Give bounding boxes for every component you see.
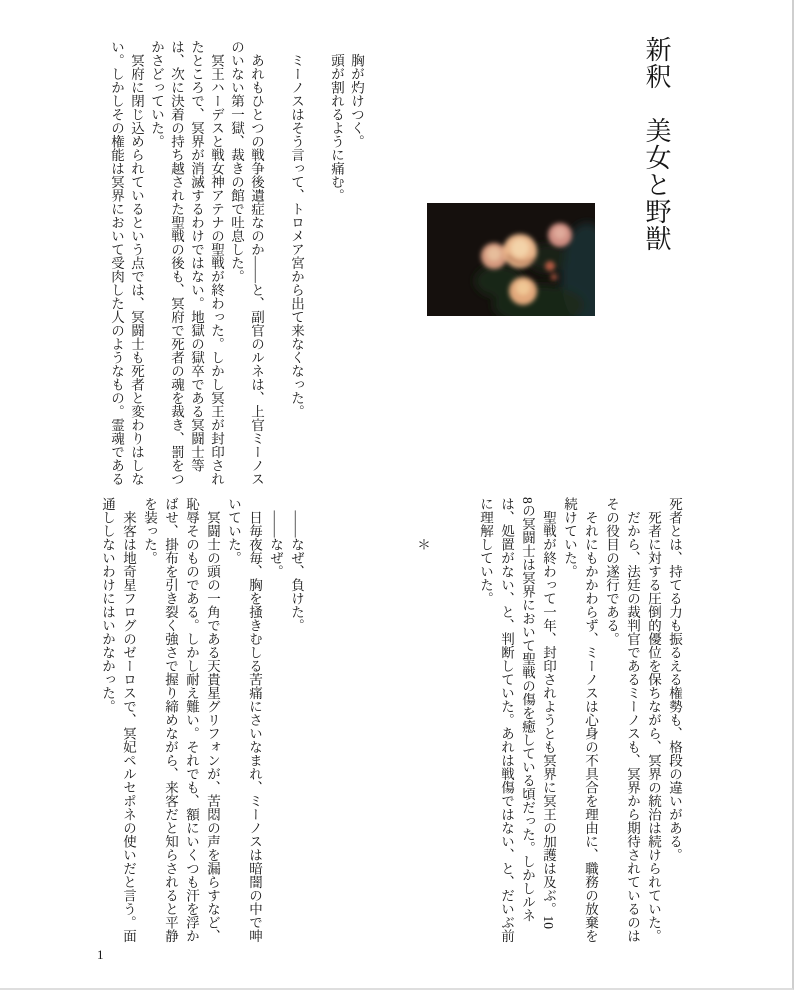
rose-top-right-highlight bbox=[554, 227, 566, 239]
rose-left-highlight bbox=[487, 247, 501, 261]
text-column: だから、法廷の裁判官であるミーノスも、冥界から期待されているのは bbox=[625, 497, 640, 943]
text-column: 恥辱そのものである。しかし耐え難い。それでも、額にいくつも汗を浮か bbox=[184, 497, 199, 943]
text-column-blank bbox=[433, 497, 454, 943]
text-column: 頭が割れるように痛む。 bbox=[329, 40, 344, 202]
text-column: 来客は地奇星フログのゼーロスで、冥妃ペルセポネの使いだと言う。面 bbox=[121, 497, 136, 943]
text-column: を装った。 bbox=[142, 497, 157, 565]
text-column: 日毎夜毎、胸を掻きむしる苦痛にさいなまれ、ミーノスは暗闇の中で呻 bbox=[247, 497, 262, 943]
text-column: ミーノスはそう言って、トロメア宮から出て来なくなった。 bbox=[289, 40, 304, 418]
text-column: ――なぜ、負けた。 bbox=[289, 497, 304, 632]
text-column: いていた。 bbox=[226, 497, 241, 565]
rose-bud-small bbox=[551, 274, 558, 281]
text-column: 胸が灼けつく。 bbox=[349, 40, 364, 148]
text-column: それにもかかわらず、ミーノスは心身の不具合を理由に、職務の放棄を bbox=[583, 497, 598, 943]
rose-bottom-highlight bbox=[516, 281, 530, 295]
text-column: 死者とは、持てる力も振るえる権勢も、格段の違いがある。 bbox=[667, 497, 682, 862]
rose-bud bbox=[545, 261, 555, 271]
text-column-blank bbox=[391, 497, 412, 943]
text-column: かさどっていた。 bbox=[149, 40, 164, 148]
text-column: 死者に対する圧倒的優位を保ちながら、冥界の統治は続けられていた。 bbox=[646, 497, 661, 943]
page-number: 1 bbox=[97, 947, 104, 962]
text-column: ――なぜ。 bbox=[268, 497, 283, 578]
section-separator: ＊ bbox=[415, 497, 430, 551]
text-column: 聖戦が終わって一年、封印されようとも冥界に冥王の加護は及ぶ。10 bbox=[541, 497, 556, 929]
roses-photo bbox=[427, 203, 595, 316]
text-column-blank bbox=[266, 40, 286, 476]
text-column-blank bbox=[370, 497, 391, 943]
text-column: い。しかしその権能は冥界において受肉した人のようなもの。霊魂である bbox=[109, 40, 124, 486]
text-column: ばせ、掛布を引き裂く強さで握り締めながら、来客だと知らされると平静 bbox=[163, 497, 178, 943]
text-column: 冥府に閉じ込められているという点では、冥闘士も死者と変わりはしな bbox=[129, 40, 144, 486]
text-column: 通ししないわけにはいかなかった。 bbox=[100, 497, 115, 713]
text-column: その役目の遂行である。 bbox=[604, 497, 619, 646]
text-column-blank bbox=[306, 40, 326, 476]
rose-main-highlight bbox=[511, 239, 529, 257]
text-band-bottom bbox=[97, 497, 685, 943]
text-band-top bbox=[106, 40, 366, 486]
text-column-blank bbox=[349, 497, 370, 943]
text-column-blank bbox=[307, 497, 328, 943]
text-column: は、次に決着の持ち越された聖戦の後も、冥府で死者の魂を裁き、罰をつ bbox=[169, 40, 184, 486]
text-column: 冥王ハーデスと戦女神アテナの聖戦が終わった。しかし冥王が封印され bbox=[209, 40, 224, 486]
text-column: に理解していた。 bbox=[478, 497, 493, 605]
page-title: 新釈 美女と野獣 bbox=[642, 36, 671, 252]
text-column-blank bbox=[328, 497, 349, 943]
text-column: たところで、冥界が消滅するわけではない。地獄の獄卒である冥闘士等 bbox=[189, 40, 204, 472]
text-column-blank bbox=[454, 497, 475, 943]
text-column: 冥闘士の頭の一角である天貴星グリフォンが、苦悶の声を漏らすなど、 bbox=[205, 497, 220, 943]
text-column: 8の冥闘士は冥界において聖戦の傷を癒している頃だった。しかしルネ bbox=[520, 497, 535, 923]
text-column: のいない第一獄、裁きの館で吐息した。 bbox=[229, 40, 244, 283]
text-column: あれもひとつの戦争後遺症なのか――と、副官のルネは、上官ミーノス bbox=[249, 40, 264, 486]
text-column: 続けていた。 bbox=[562, 497, 577, 578]
text-column: は、処置がない、と、判断していた。あれは戦傷ではない、と、だいぶ前 bbox=[499, 497, 514, 943]
